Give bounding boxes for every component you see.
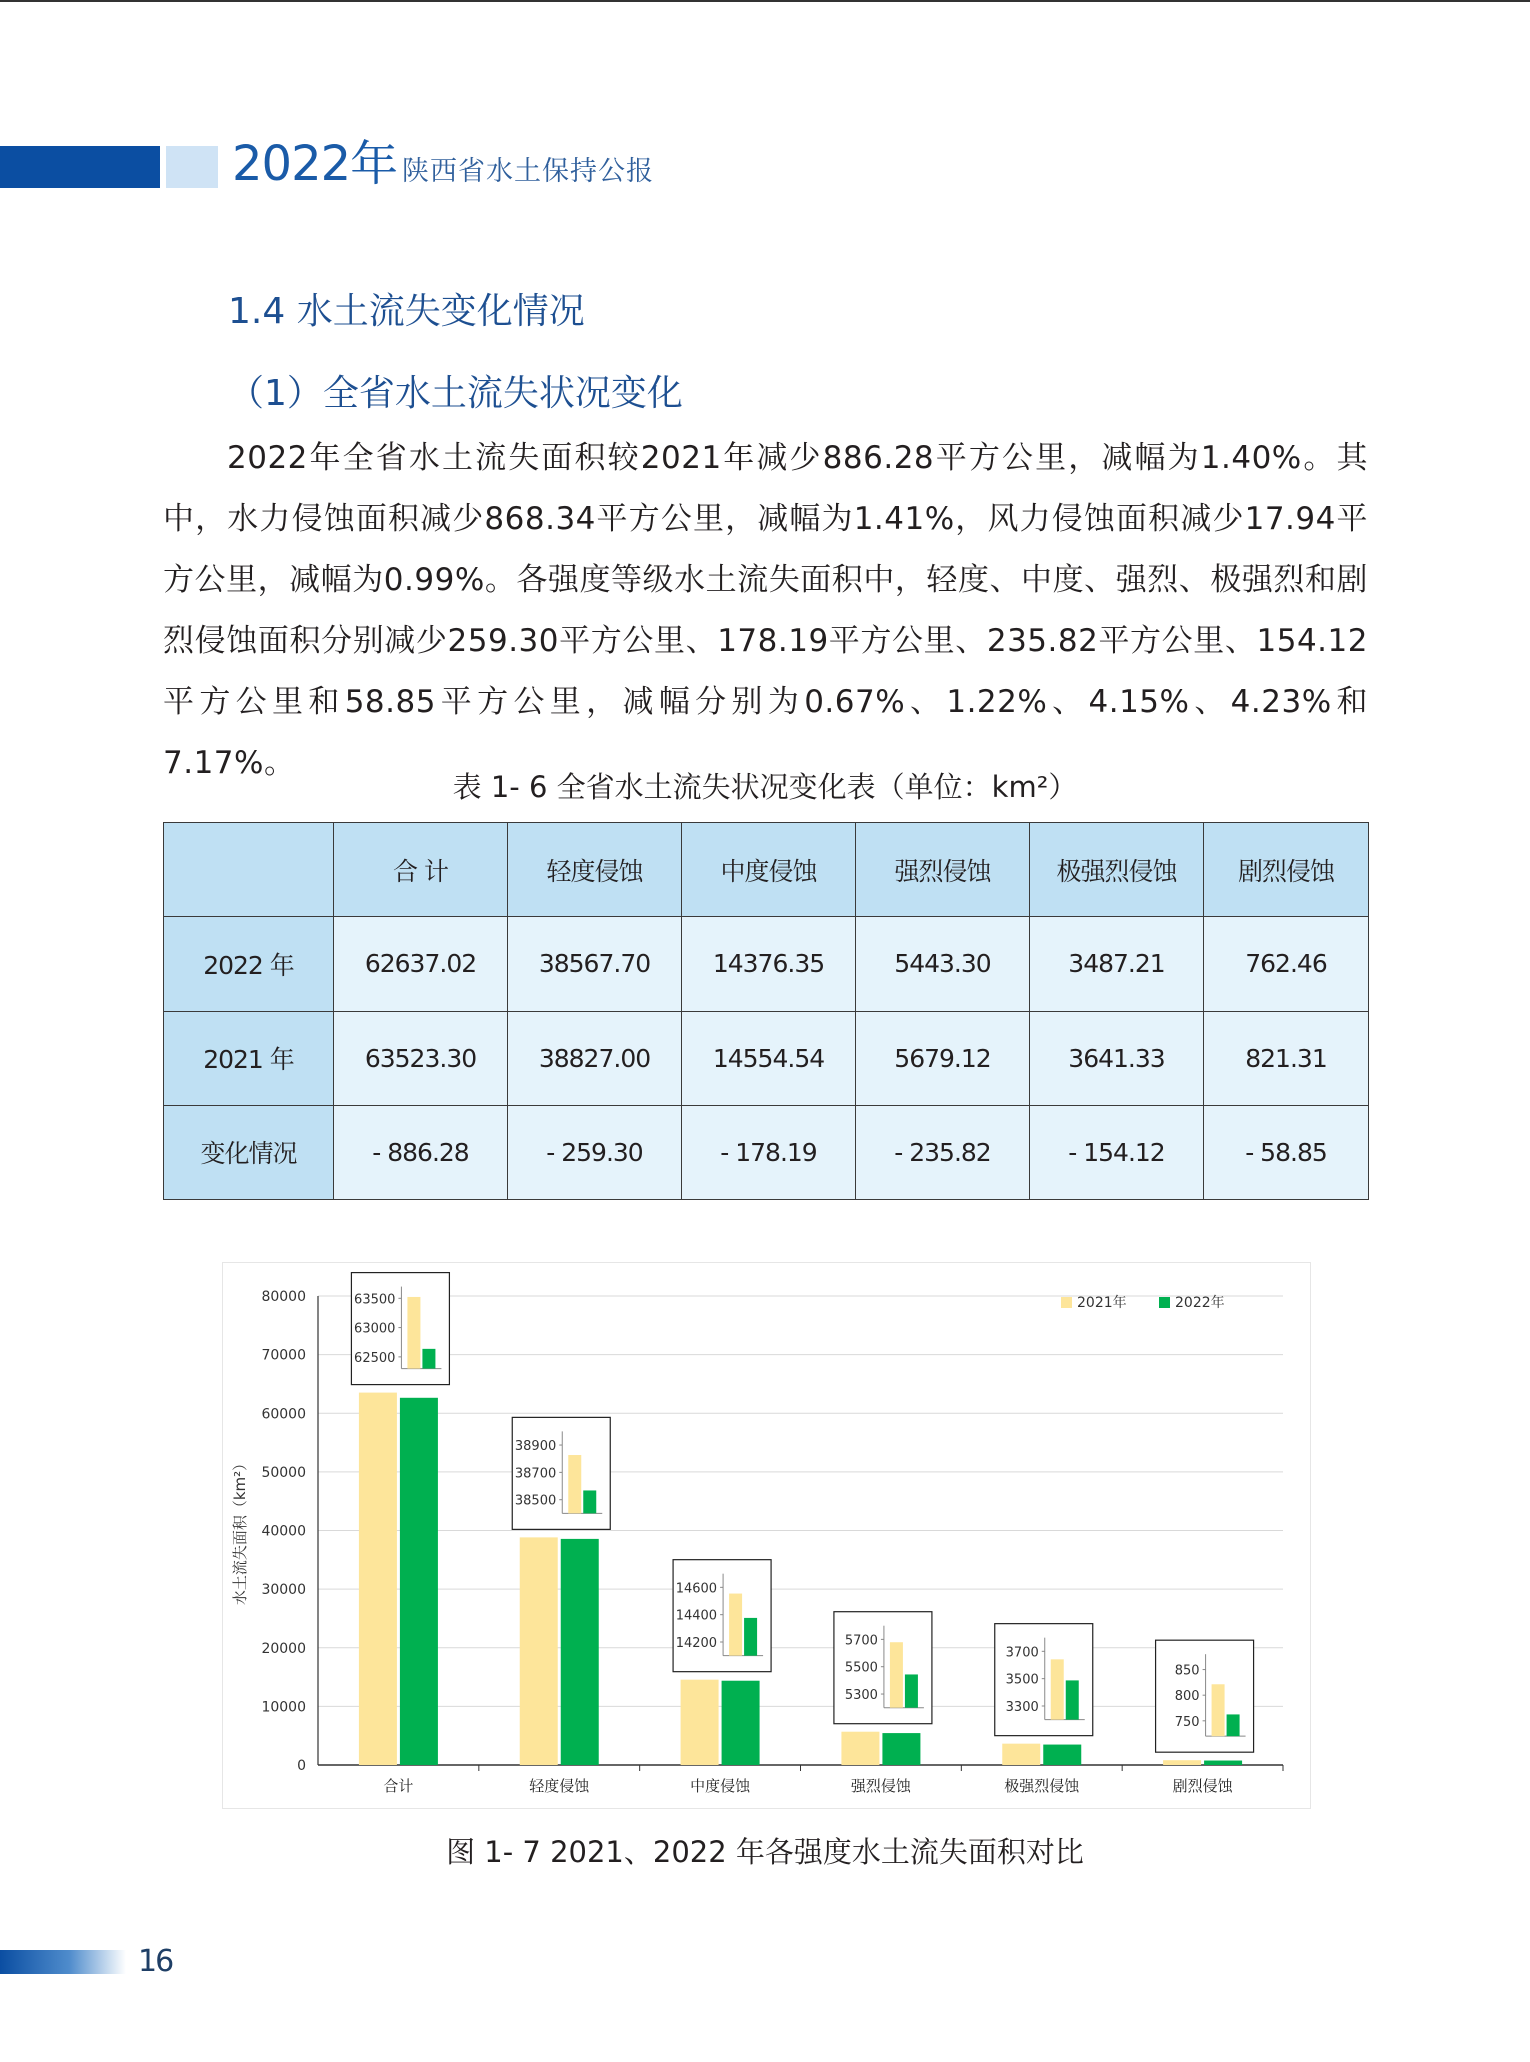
inset-tick-label: 14400 — [675, 1608, 718, 1624]
inset-tick-label: 3500 — [1005, 1672, 1039, 1688]
page-number: 16 — [138, 1944, 173, 1979]
table-cell: - 58.85 — [1204, 1105, 1369, 1199]
table-row-label: 变化情况 — [164, 1105, 334, 1199]
table-row — [164, 917, 1369, 1011]
inset-bar-2022 — [905, 1674, 918, 1707]
bar-2022 — [882, 1733, 920, 1765]
table-cell: - 259.30 — [508, 1105, 682, 1199]
table-header-cell: 强烈侵蚀 — [856, 823, 1030, 917]
bar-2022 — [400, 1398, 438, 1765]
y-tick-label: 0 — [297, 1758, 306, 1774]
y-tick-label: 50000 — [261, 1464, 306, 1481]
table-cell: - 178.19 — [682, 1105, 856, 1199]
inset-tick-label: 14600 — [675, 1581, 718, 1597]
table-cell: 3487.21 — [1030, 917, 1204, 1011]
header-year: 2022年 — [232, 136, 398, 192]
bar-2021 — [520, 1537, 558, 1765]
inset-tick-label: 3300 — [1005, 1699, 1039, 1715]
bar-chart — [223, 1263, 1310, 1808]
inset-tick-label: 3700 — [1005, 1645, 1039, 1661]
bar-2021 — [681, 1680, 719, 1765]
inset-bar-2021 — [729, 1594, 742, 1656]
bar-2022 — [561, 1539, 599, 1765]
inset-bar-2021 — [407, 1297, 420, 1369]
table-header-cell: 剧烈侵蚀 — [1204, 823, 1369, 917]
table-row-label: 2022 年 — [164, 917, 334, 1011]
inset-bar-2021 — [1212, 1684, 1225, 1736]
legend-label: 2022年 — [1175, 1295, 1225, 1311]
inset-bar-2021 — [568, 1455, 581, 1513]
header-title: 陕西省水土保持公报 — [402, 156, 654, 187]
table-cell: 62637.02 — [334, 917, 508, 1011]
x-tick-label: 合计 — [383, 1777, 414, 1795]
y-tick-label: 60000 — [261, 1406, 306, 1423]
table-cell: 5443.30 — [856, 917, 1030, 1011]
x-tick-label: 中度侵蚀 — [690, 1777, 751, 1795]
header-band-dark — [0, 146, 160, 188]
table-cell: 38827.00 — [508, 1011, 682, 1105]
top-rule — [0, 0, 1530, 2]
bar-2021 — [1163, 1760, 1201, 1765]
inset-tick-label: 38500 — [514, 1493, 557, 1509]
bar-2021 — [1002, 1744, 1040, 1765]
table-cell: 3641.33 — [1030, 1011, 1204, 1105]
inset-tick-label: 14200 — [675, 1636, 718, 1652]
table-cell: 762.46 — [1204, 917, 1369, 1011]
inset-tick-label: 38700 — [514, 1466, 557, 1482]
table-row — [164, 1105, 1369, 1199]
y-tick-label: 40000 — [261, 1523, 306, 1540]
y-axis-label: 水土流失面积（km²） — [231, 1455, 249, 1606]
x-tick-label: 强烈侵蚀 — [850, 1777, 911, 1795]
x-tick-label: 轻度侵蚀 — [529, 1777, 590, 1795]
table-row — [164, 1011, 1369, 1105]
y-tick-label: 30000 — [261, 1582, 306, 1599]
table-row-label: 2021 年 — [164, 1011, 334, 1105]
inset-tick-label: 750 — [1174, 1714, 1200, 1730]
y-tick-label: 80000 — [261, 1289, 306, 1305]
table-cell: 14376.35 — [682, 917, 856, 1011]
bar-2022 — [1043, 1745, 1081, 1765]
legend-swatch — [1159, 1297, 1170, 1308]
bar-2022 — [722, 1681, 760, 1765]
table-caption: 表 1- 6 全省水土流失状况变化表（单位：km²） — [452, 770, 1078, 804]
inset-bar-2021 — [890, 1642, 903, 1707]
inset-tick-label: 63500 — [354, 1292, 396, 1308]
table-cell: 14554.54 — [682, 1011, 856, 1105]
table-header-cell — [164, 823, 334, 917]
inset-tick-label: 62500 — [354, 1350, 396, 1366]
legend-label: 2021年 — [1077, 1295, 1127, 1311]
inset-bar-2022 — [744, 1618, 757, 1656]
bar-2021 — [841, 1732, 879, 1765]
y-tick-label: 10000 — [261, 1699, 306, 1716]
body-paragraph: 2022年全省水土流失面积较2021年减少886.28平方公里，减幅为1.40%。其中，水力侵蚀面积减少868.34平方公里，减幅为1.41%，风力侵蚀面积减少17.94平方公里，减幅为0.99%。各强度等级水土流失面积中，轻度、中度、强烈、极强烈和剧烈侵蚀面积分别减少259.30平方公里、178.19平方公里、235.82平方公里、154.12平方公里和58.85平方公里，减幅分别为0.67%、1.22%、4.15%、4.23%和7.17%。 — [163, 440, 1368, 781]
table-header-cell: 合 计 — [334, 823, 508, 917]
x-tick-label: 极强烈侵蚀 — [1004, 1777, 1080, 1795]
inset-tick-label: 5500 — [844, 1660, 878, 1676]
y-tick-label: 70000 — [261, 1347, 306, 1364]
inset-tick-label: 850 — [1174, 1663, 1200, 1679]
table-header-cell: 中度侵蚀 — [682, 823, 856, 917]
inset-tick-label: 63000 — [354, 1321, 396, 1337]
bar-chart-frame — [222, 1262, 1311, 1809]
erosion-change-table — [163, 822, 1369, 1200]
bar-2021 — [359, 1393, 397, 1765]
table-header-cell: 轻度侵蚀 — [508, 823, 682, 917]
table-cell: 63523.30 — [334, 1011, 508, 1105]
section-title: 1.4 水土流失变化情况 — [228, 291, 585, 332]
y-tick-label: 20000 — [261, 1640, 306, 1657]
inset-bar-2022 — [583, 1490, 596, 1513]
inset-bar-2022 — [1066, 1680, 1079, 1719]
footer-gradient-bar — [0, 1950, 126, 1974]
section-subtitle: （1）全省水土流失状况变化 — [228, 373, 683, 414]
header-band-light — [166, 146, 218, 188]
bar-2022 — [1204, 1761, 1242, 1765]
figure-caption: 图 1- 7 2021、2022 年各强度水土流失面积对比 — [446, 1835, 1084, 1869]
table-cell: - 235.82 — [856, 1105, 1030, 1199]
inset-bar-2021 — [1051, 1659, 1064, 1719]
table-cell: 38567.70 — [508, 917, 682, 1011]
inset-bar-2022 — [1227, 1714, 1240, 1736]
legend-swatch — [1061, 1297, 1072, 1308]
table-cell: 5679.12 — [856, 1011, 1030, 1105]
table-header-cell: 极强烈侵蚀 — [1030, 823, 1204, 917]
table-header-row — [164, 823, 1369, 917]
inset-tick-label: 5700 — [844, 1633, 878, 1649]
x-tick-label: 剧烈侵蚀 — [1172, 1777, 1233, 1795]
inset-bar-2022 — [422, 1349, 435, 1369]
inset-tick-label: 5300 — [844, 1688, 878, 1704]
table-cell: 821.31 — [1204, 1011, 1369, 1105]
table-cell: - 886.28 — [334, 1105, 508, 1199]
inset-tick-label: 38900 — [514, 1439, 557, 1455]
inset-tick-label: 800 — [1174, 1689, 1200, 1705]
table-cell: - 154.12 — [1030, 1105, 1204, 1199]
